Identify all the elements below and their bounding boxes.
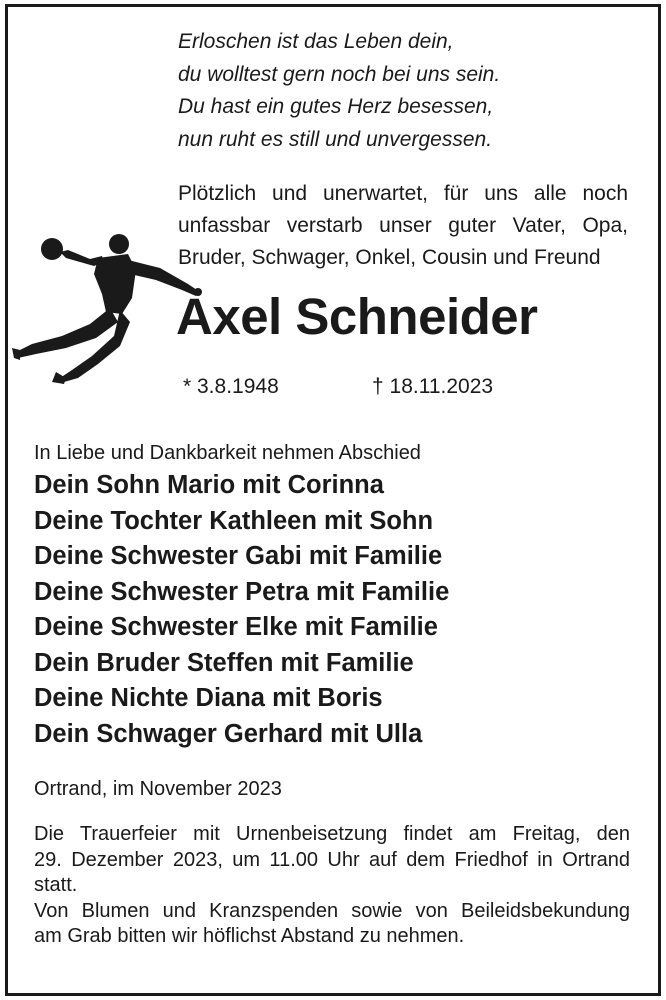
intro-line: Bruder, Schwager, Onkel, Cousin und Freund: [178, 246, 601, 269]
info-line: Von Blumen und Kranzspenden sowie von Beileidsbekundung: [34, 899, 630, 922]
deceased-name: Axel Schneider: [176, 288, 538, 345]
info-line: statt.: [34, 874, 78, 896]
mourner: Deine Schwester Petra mit Familie: [34, 577, 450, 606]
mourner: Dein Sohn Mario mit Corinna: [34, 471, 384, 499]
mourner: Deine Schwester Elke mit Familie: [34, 613, 438, 641]
poem-line: nun ruht es still und unvergessen.: [178, 127, 493, 151]
intro-text: [178, 178, 628, 274]
mourner: Deine Tochter Kathleen mit Sohn: [34, 506, 434, 535]
farewell-line: In Liebe und Dankbarkeit nehmen Abschied: [34, 442, 421, 464]
info-line: am Grab bitten wir höflichst Abstand zu nehmen.: [34, 925, 465, 947]
mourner: Dein Bruder Steffen mit Familie: [34, 648, 414, 677]
poem-line: du wolltest gern noch bei uns sein.: [178, 62, 501, 86]
birth-date: * 3.8.1948: [183, 375, 279, 398]
mourner: Deine Schwester Gabi mit Familie: [34, 542, 443, 570]
poem: [178, 26, 500, 156]
place-date: Ortrand, im November 2023: [34, 778, 282, 800]
death-date: † 18.11.2023: [372, 375, 494, 398]
poem-line: Du hast ein gutes Herz besessen,: [178, 95, 494, 118]
intro-line: unfassbar verstarb unser guter Vater, Opa,: [178, 214, 628, 237]
intro-line: Plötzlich und unerwartet, für uns alle noch: [178, 182, 628, 205]
handball-player-silhouette-icon: [10, 232, 202, 384]
funeral-info: [34, 822, 630, 950]
mourner: Dein Schwager Gerhard mit Ulla: [34, 719, 423, 748]
poem-line: Erloschen ist das Leben dein,: [178, 30, 454, 53]
info-line: 29. Dezember 2023, um 11.00 Uhr auf dem Friedhof in Ortrand: [34, 848, 630, 871]
mourner: Deine Nichte Diana mit Boris: [34, 684, 383, 712]
mourners-list: [34, 468, 449, 752]
info-line: Die Trauerfeier mit Urnenbeisetzung findet am Freitag, den: [34, 823, 630, 845]
